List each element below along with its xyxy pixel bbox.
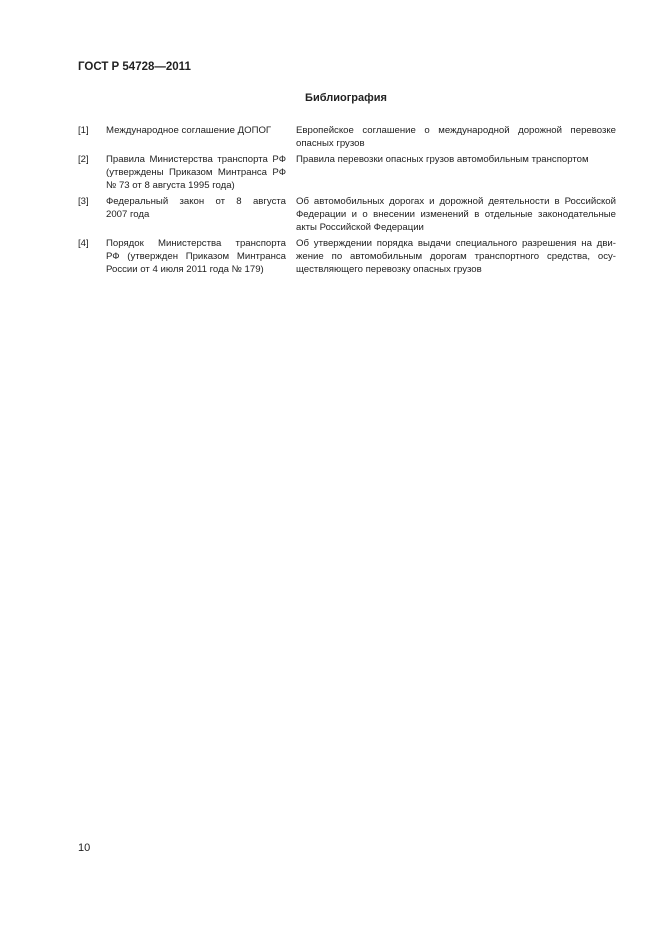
title-line: Об автомобильных дорогах и дорожной деятельности в Российской [296, 196, 616, 207]
entry-number: [3] [78, 196, 89, 207]
entry-title [296, 195, 616, 234]
entry-number: [4] [78, 238, 89, 249]
entry-number: [2] [78, 154, 89, 165]
title-line: жение по автомобильным дорогам транспортного средства, осу- [296, 251, 616, 262]
title-line: Европейское соглашение о международной дорожной перевозке [296, 125, 616, 136]
source-line: РФ (утвержден Приказом Минтранса [106, 251, 286, 262]
bibliography-list [78, 124, 616, 279]
bibliography-entry [78, 124, 616, 150]
source-line: 2007 года [106, 209, 150, 220]
title-line: опасных грузов [296, 138, 365, 149]
entry-source [106, 153, 286, 192]
title-line: Федерации и о внесении изменений в отдельные законодательные [296, 209, 616, 220]
entry-title [296, 237, 616, 276]
document-header: ГОСТ Р 54728—2011 [78, 61, 191, 73]
source-line: Международное соглашение ДОПОГ [106, 125, 272, 136]
title-line: акты Российской Федерации [296, 222, 424, 233]
title-line: Правила перевозки опасных грузов автомобильным транспортом [296, 154, 589, 165]
source-line: Порядок Министерства транспорта [106, 238, 286, 249]
entry-source [106, 195, 286, 234]
entry-source [106, 124, 286, 150]
source-line: России от 4 июля 2011 года № 179) [106, 264, 264, 275]
entry-title [296, 124, 616, 150]
entry-title [296, 153, 616, 192]
page-number: 10 [78, 842, 91, 854]
entry-number: [1] [78, 125, 89, 136]
source-line: Правила Министерства транспорта РФ [106, 154, 286, 165]
entry-source [106, 237, 286, 276]
bibliography-entry [78, 153, 616, 192]
section-title: Библиография [305, 92, 387, 104]
bibliography-entry [78, 237, 616, 276]
title-line: Об утверждении порядка выдачи специального разрешения на дви- [296, 238, 616, 249]
title-line: ществляющего перевозку опасных грузов [296, 264, 482, 275]
source-line: (утверждены Приказом Минтранса РФ [106, 167, 286, 178]
source-line: Федеральный закон от 8 августа [106, 196, 286, 207]
source-line: № 73 от 8 августа 1995 года) [106, 180, 235, 191]
bibliography-entry [78, 195, 616, 234]
